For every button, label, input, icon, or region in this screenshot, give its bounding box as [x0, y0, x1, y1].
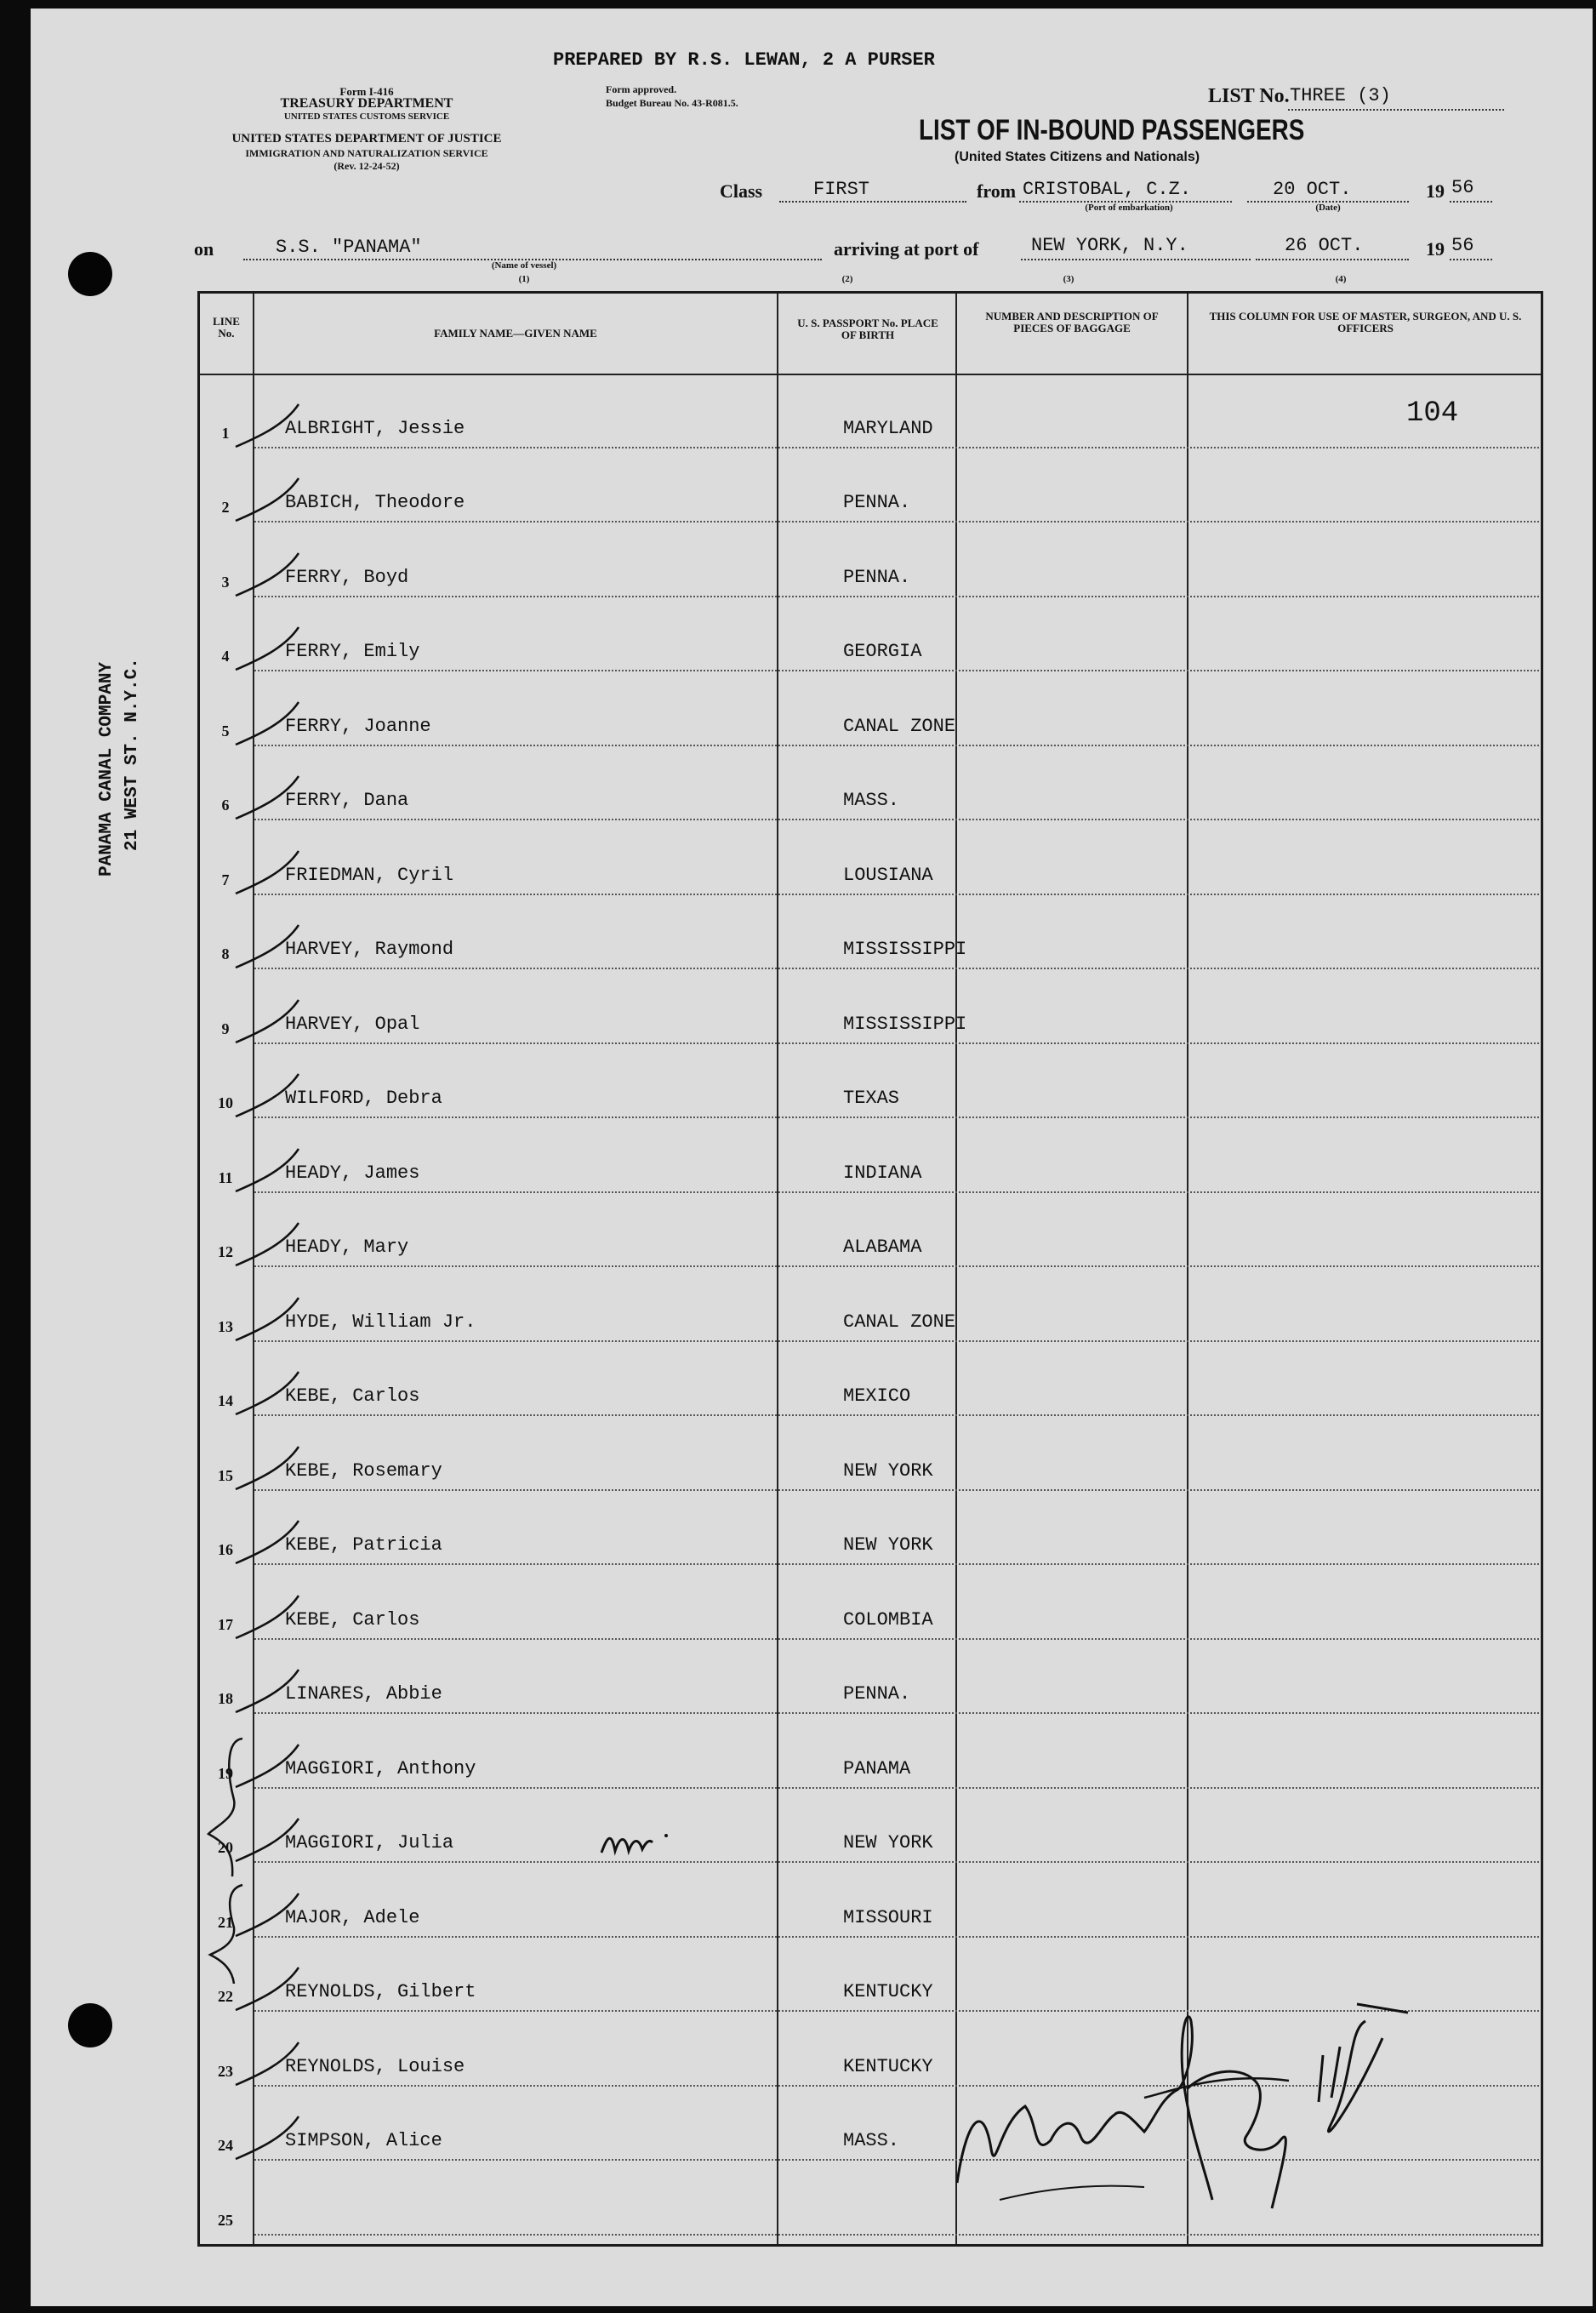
place-of-birth: ALABAMA	[843, 1236, 922, 1258]
passenger-name: MAGGIORI, Julia	[285, 1832, 454, 1853]
passenger-name: KEBE, Carlos	[285, 1608, 420, 1631]
page-title: LIST OF IN-BOUND PASSENGERS	[919, 114, 1305, 146]
passenger-table	[197, 291, 1543, 2247]
row-number: 3	[221, 573, 230, 591]
customs-service: UNITED STATES CUSTOMS SERVICE	[283, 111, 450, 122]
place-of-birth: MASS.	[843, 790, 900, 811]
place-of-birth: MISSOURI	[843, 1906, 933, 1928]
place-of-birth: PANAMA	[843, 1757, 911, 1779]
place-of-birth: KENTUCKY	[843, 1981, 933, 2002]
check-mark	[234, 1144, 328, 1195]
row-rule	[254, 1638, 1539, 1640]
row-rule	[254, 1340, 1539, 1342]
passenger-name: FERRY, Joanne	[285, 715, 431, 737]
passenger-name: LINARES, Abbie	[285, 1683, 442, 1705]
row-number: 16	[218, 1541, 233, 1558]
row-rule	[254, 1414, 1539, 1416]
check-mark	[234, 399, 328, 450]
on-label: on	[194, 238, 214, 260]
row-rule	[254, 1787, 1539, 1789]
side-stamp-address: 21 WEST ST. N.Y.C.	[123, 658, 142, 851]
arrival-year-prefix: 19	[1426, 238, 1445, 260]
row-number: 14	[218, 1392, 233, 1409]
passenger-name: HYDE, William Jr.	[285, 1311, 476, 1333]
place-of-birth: MISSISSIPPI	[843, 939, 967, 960]
revision: (Rev. 12-24-52)	[333, 160, 400, 172]
row-number: 13	[218, 1317, 233, 1335]
arrival-date: 26 OCT.	[1285, 235, 1364, 256]
row-number: 19	[218, 1764, 233, 1782]
row-rule	[254, 1265, 1539, 1267]
check-mark	[234, 1591, 328, 1642]
side-stamp-company: PANAMA CANAL COMPANY	[97, 661, 117, 877]
list-no-value: THREE (3)	[1290, 85, 1391, 106]
ins-service: IMMIGRATION AND NATURALIZATION SERVICE	[245, 147, 488, 159]
check-mark	[234, 697, 328, 748]
row-number: 21	[218, 1913, 233, 1931]
arrival-port: NEW YORK, N.Y.	[1031, 235, 1188, 256]
check-mark	[234, 473, 328, 524]
handwritten-signature	[932, 1953, 1442, 2225]
header-passport: U. S. PASSPORT No. PLACE OF BIRTH	[797, 317, 938, 341]
place-of-birth: NEW YORK	[843, 1832, 933, 1853]
row-rule	[254, 2234, 1539, 2236]
row-number: 1	[221, 424, 230, 442]
justice-dept: UNITED STATES DEPARTMENT OF JUSTICE	[231, 132, 502, 146]
depart-date: 20 OCT.	[1273, 179, 1352, 200]
check-mark	[234, 2111, 328, 2162]
check-mark	[234, 995, 328, 1046]
check-mark	[234, 2037, 328, 2088]
row-number: 22	[218, 1988, 233, 2005]
class-value: FIRST	[813, 179, 870, 200]
from-value: CRISTOBAL, C.Z.	[1023, 179, 1192, 200]
row-rule	[254, 819, 1539, 820]
row-rule	[254, 1489, 1539, 1491]
list-no-label: LIST No.	[1208, 85, 1290, 107]
place-of-birth: PENNA.	[843, 492, 911, 513]
passenger-name: MAGGIORI, Anthony	[285, 1757, 476, 1779]
passenger-name: FRIEDMAN, Cyril	[285, 864, 454, 886]
passenger-name: ALBRIGHT, Jessie	[285, 417, 465, 439]
vessel-caption: (Name of vessel)	[491, 260, 557, 271]
row-number: 20	[218, 1839, 233, 1856]
check-mark	[234, 1293, 328, 1344]
row-number: 2	[221, 499, 230, 516]
row-number: 10	[218, 1094, 233, 1111]
row-number: 15	[218, 1466, 233, 1484]
row-number: 18	[218, 1690, 233, 1707]
caption-1: (1)	[518, 274, 530, 284]
place-of-birth: PENNA.	[843, 566, 911, 588]
caption-3: (3)	[1063, 274, 1074, 284]
passenger-name: SIMPSON, Alice	[285, 2130, 442, 2151]
row-number: 6	[221, 797, 230, 814]
officer-note: 104	[1406, 397, 1459, 430]
row-rule	[254, 1936, 1539, 1938]
row-rule	[254, 968, 1539, 969]
row-rule	[254, 1563, 1539, 1565]
place-of-birth: TEXAS	[843, 1088, 900, 1109]
form-page	[31, 9, 1593, 2306]
row-number: 9	[221, 1019, 230, 1037]
check-mark	[234, 1218, 328, 1269]
row-rule	[254, 1712, 1539, 1714]
row-rule	[254, 894, 1539, 895]
row-rule	[254, 1042, 1539, 1044]
row-rule	[254, 1191, 1539, 1193]
form-number: Form I-416	[339, 85, 394, 98]
passenger-name: KEBE, Rosemary	[285, 1459, 442, 1482]
place-of-birth: INDIANA	[843, 1162, 922, 1184]
check-mark	[234, 846, 328, 897]
row-number: 23	[218, 2062, 233, 2080]
row-rule	[254, 745, 1539, 746]
passenger-name: FERRY, Boyd	[285, 566, 409, 588]
budget-bureau: Budget Bureau No. 43-R081.5.	[606, 97, 738, 109]
initials-mark	[600, 1825, 676, 1859]
row-rule	[254, 1117, 1539, 1118]
check-mark	[234, 1069, 328, 1120]
place-of-birth: CANAL ZONE	[843, 715, 956, 737]
place-of-birth: MARYLAND	[843, 417, 933, 439]
punch-hole-top	[68, 252, 112, 296]
check-mark	[234, 622, 328, 673]
row-number: 17	[218, 1615, 233, 1633]
caption-4: (4)	[1335, 274, 1347, 284]
place-of-birth: MISSISSIPPI	[843, 1013, 967, 1035]
place-of-birth: COLOMBIA	[843, 1608, 933, 1631]
row-number: 7	[221, 871, 230, 888]
place-of-birth: CANAL ZONE	[843, 1311, 956, 1333]
row-rule	[254, 596, 1539, 597]
passenger-name: HARVEY, Opal	[285, 1013, 420, 1035]
place-of-birth: NEW YORK	[843, 1459, 933, 1482]
place-of-birth: GEORGIA	[843, 641, 922, 662]
form-approved: Form approved.	[606, 83, 677, 95]
row-rule	[254, 670, 1539, 671]
row-number: 25	[218, 2211, 233, 2229]
passenger-name: HEADY, Mary	[285, 1236, 409, 1258]
passenger-name: KEBE, Patricia	[285, 1534, 442, 1556]
place-of-birth: KENTUCKY	[843, 2055, 933, 2077]
depart-year-prefix: 19	[1426, 180, 1445, 202]
passenger-name: MAJOR, Adele	[285, 1906, 420, 1928]
row-number: 4	[221, 648, 230, 665]
date-caption: (Date)	[1315, 203, 1341, 213]
check-mark	[234, 1442, 328, 1493]
header-officers: THIS COLUMN FOR USE OF MASTER, SURGEON, AND U. S. OFFICERS	[1209, 310, 1522, 334]
check-mark	[234, 548, 328, 599]
passenger-name: REYNOLDS, Louise	[285, 2055, 465, 2077]
passenger-name: HARVEY, Raymond	[285, 939, 454, 960]
passenger-name: REYNOLDS, Gilbert	[285, 1981, 476, 2002]
depart-year-value: 56	[1451, 177, 1474, 198]
place-of-birth: MASS.	[843, 2130, 900, 2151]
passenger-name: FERRY, Dana	[285, 790, 409, 811]
check-mark	[234, 1665, 328, 1716]
port-caption: (Port of embarkation)	[1085, 203, 1173, 213]
check-mark	[234, 920, 328, 971]
row-rule	[254, 1861, 1539, 1863]
class-label: Class	[720, 180, 763, 202]
place-of-birth: MEXICO	[843, 1385, 911, 1407]
arrival-year-value: 56	[1451, 235, 1474, 256]
header-name: FAMILY NAME—GIVEN NAME	[434, 327, 597, 340]
arriving-label: arriving at port of	[834, 238, 979, 260]
header-baggage: NUMBER AND DESCRIPTION OF PIECES OF BAGGAGE	[985, 310, 1159, 334]
passenger-name: FERRY, Emily	[285, 641, 420, 662]
row-number: 12	[218, 1243, 233, 1260]
check-mark	[234, 1367, 328, 1418]
row-rule	[254, 447, 1539, 448]
row-number: 8	[221, 945, 230, 962]
row-number: 24	[218, 2137, 233, 2154]
passenger-name: HEADY, James	[285, 1162, 420, 1184]
caption-2: (2)	[841, 274, 853, 284]
place-of-birth: NEW YORK	[843, 1534, 933, 1556]
treasury-dept: TREASURY DEPARTMENT	[280, 96, 453, 111]
vessel-name: S.S. "PANAMA"	[276, 237, 422, 258]
bracket-marks	[183, 1732, 251, 1987]
page-subtitle: (United States Citizens and Nationals)	[955, 150, 1200, 164]
check-mark	[234, 1516, 328, 1567]
passenger-name: KEBE, Carlos	[285, 1385, 420, 1407]
header-line-no: LINE No.	[213, 315, 240, 340]
passenger-name: BABICH, Theodore	[285, 492, 465, 513]
row-number: 11	[218, 1168, 233, 1186]
check-mark	[234, 771, 328, 822]
punch-hole-bottom	[68, 2003, 112, 2047]
prepared-by-line: PREPARED BY R.S. LEWAN, 2 A PURSER	[553, 49, 935, 71]
place-of-birth: LOUSIANA	[843, 864, 933, 886]
place-of-birth: PENNA.	[843, 1683, 911, 1705]
row-number: 5	[221, 722, 230, 740]
passenger-name: WILFORD, Debra	[285, 1088, 442, 1109]
from-label: from	[977, 180, 1017, 202]
row-rule	[254, 521, 1539, 523]
